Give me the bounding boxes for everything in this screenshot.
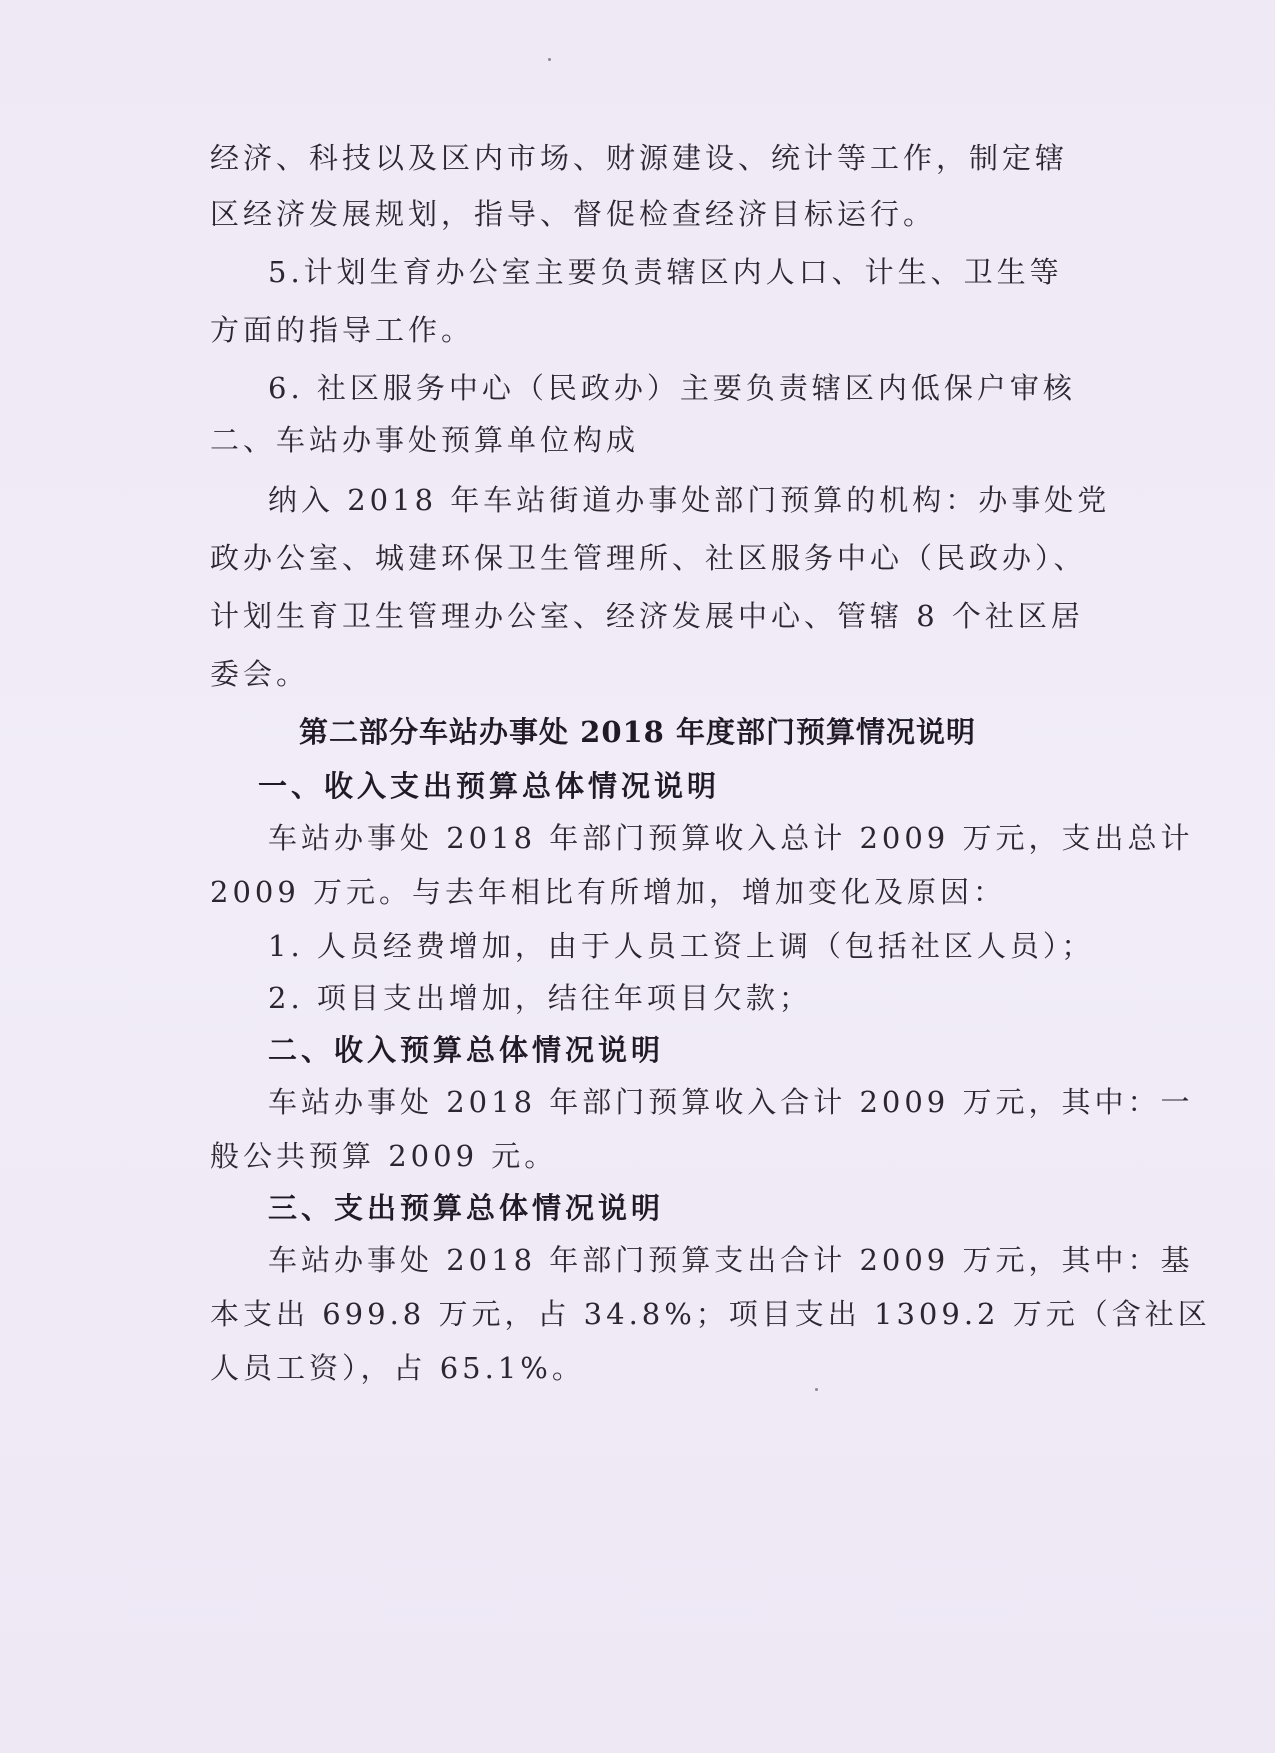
paragraph-line: 6. 社区服务中心（民政办）主要负责辖区内低保户审核	[268, 371, 1076, 405]
scan-speck	[548, 58, 551, 61]
paragraph-line: 车站办事处 2018 年部门预算收入合计 2009 万元，其中：一	[268, 1085, 1194, 1119]
paragraph-line: 委会。	[210, 657, 310, 691]
paragraph-line: 本支出 699.8 万元，占 34.8%；项目支出 1309.2 万元（含社区	[210, 1297, 1211, 1331]
paragraph-line: 方面的指导工作。	[210, 313, 475, 347]
section-heading: 二、车站办事处预算单位构成	[210, 423, 640, 457]
paragraph-line: 5.计划生育办公室主要负责辖区内人口、计生、卫生等	[268, 255, 1063, 289]
section-heading: 三、支出预算总体情况说明	[268, 1191, 665, 1225]
paragraph-line: 车站办事处 2018 年部门预算支出合计 2009 万元，其中：基	[268, 1243, 1194, 1277]
scan-speck	[815, 1388, 818, 1391]
paragraph-line: 计划生育卫生管理办公室、经济发展中心、管辖 8 个社区居	[210, 599, 1084, 633]
paragraph-line: 政办公室、城建环保卫生管理所、社区服务中心（民政办）、	[210, 541, 1087, 575]
part-title: 第二部分车站办事处 2018 年度部门预算情况说明	[299, 715, 976, 749]
section-heading: 二、收入预算总体情况说明	[268, 1033, 665, 1067]
paragraph-line: 区经济发展规划，指导、督促检查经济目标运行。	[210, 197, 937, 231]
paragraph-line: 2009 万元。与去年相比有所增加，增加变化及原因：	[210, 875, 1007, 909]
list-item: 2. 项目支出增加，结往年项目欠款；	[268, 981, 812, 1015]
list-item: 1. 人员经费增加，由于人员工资上调（包括社区人员）；	[268, 929, 1095, 963]
paragraph-line: 般公共预算 2009 元。	[210, 1139, 558, 1173]
paragraph-line: 车站办事处 2018 年部门预算收入总计 2009 万元，支出总计	[268, 821, 1194, 855]
section-heading: 一、收入支出预算总体情况说明	[258, 769, 721, 803]
paragraph-line: 经济、科技以及区内市场、财源建设、统计等工作，制定辖	[210, 141, 1069, 175]
paragraph-line: 纳入 2018 年车站街道办事处部门预算的机构：办事处党	[268, 483, 1111, 517]
paragraph-line: 人员工资），占 65.1%。	[210, 1351, 585, 1385]
